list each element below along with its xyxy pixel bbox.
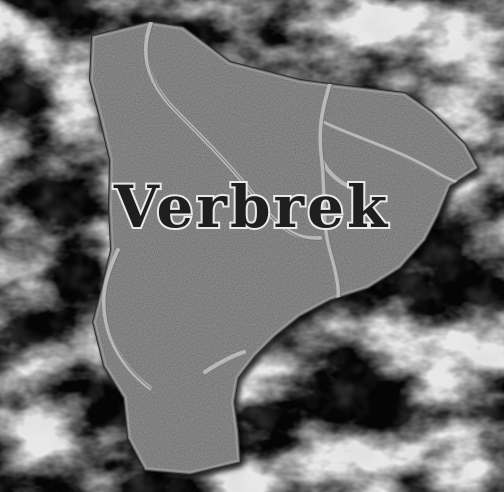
region-label: Verbrek [113,173,391,241]
